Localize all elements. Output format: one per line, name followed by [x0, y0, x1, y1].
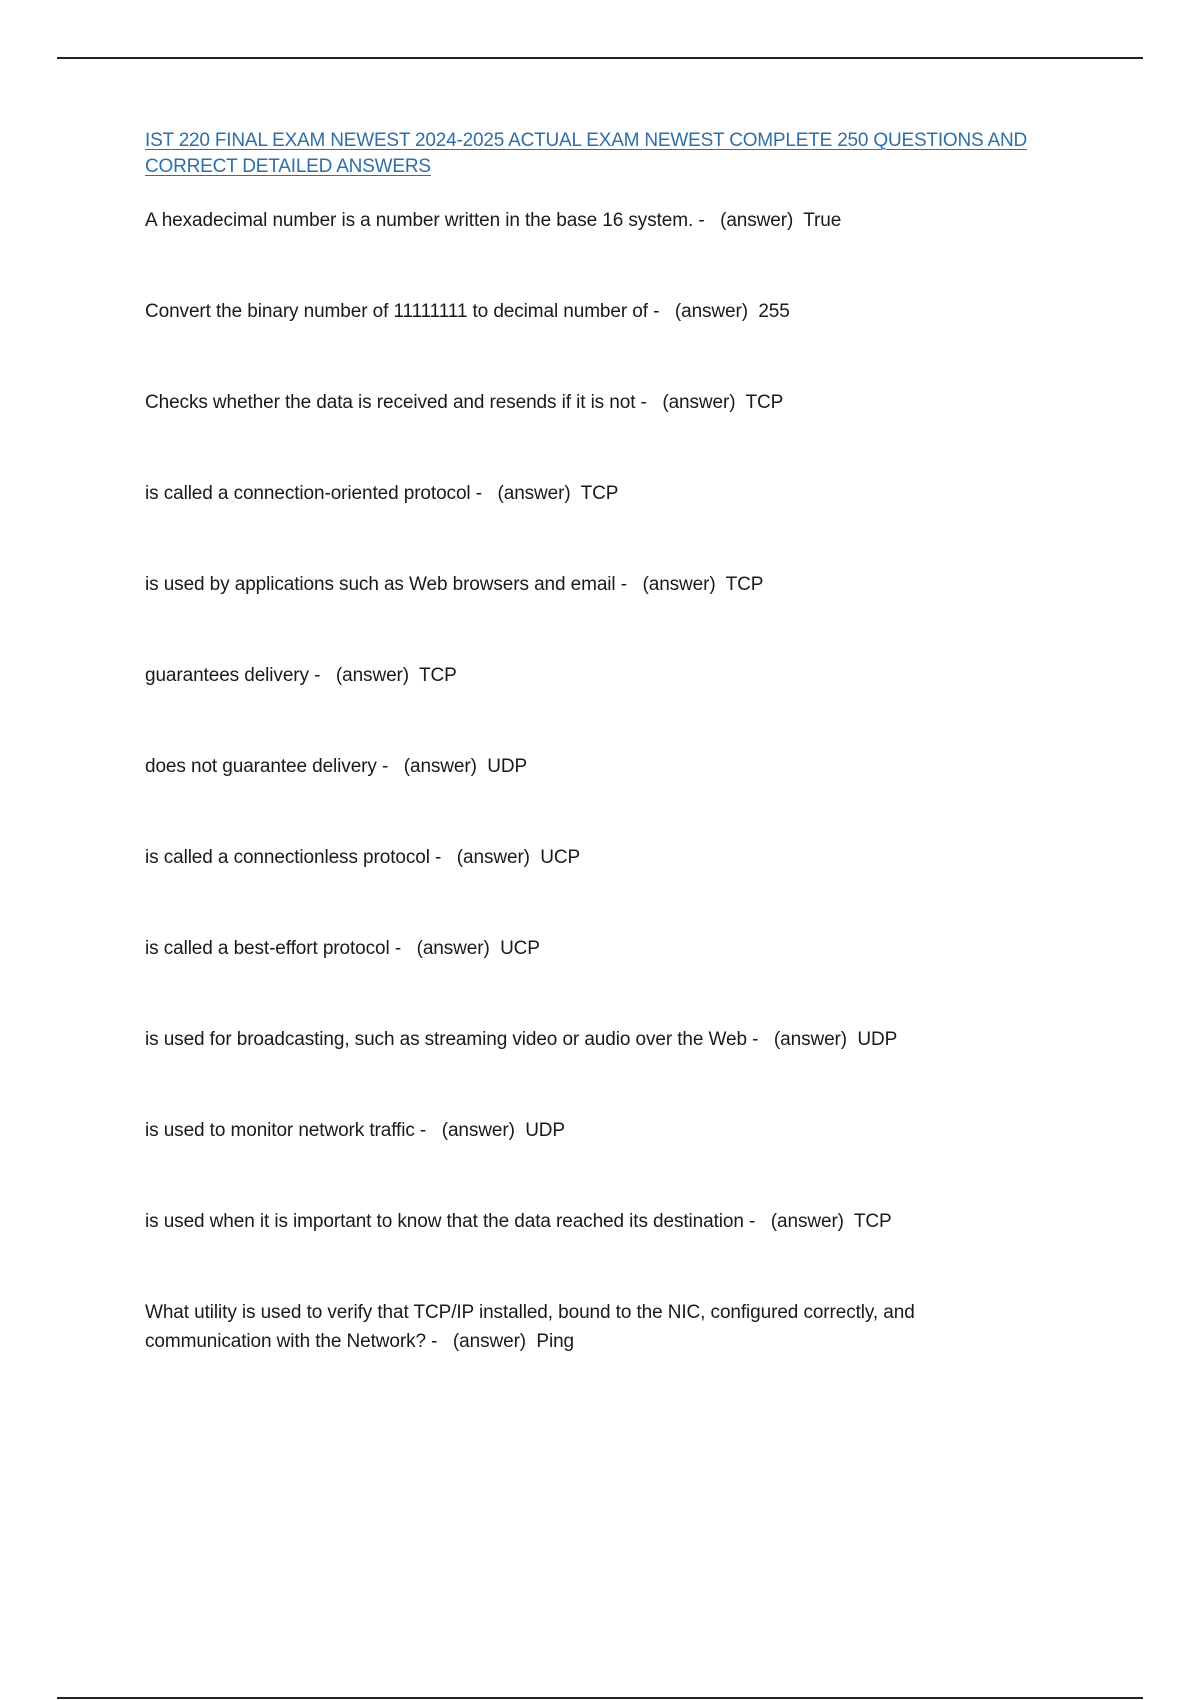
- qa-item: [145, 843, 1045, 934]
- answer-marker: (answer): [403, 756, 477, 777]
- answer-marker: (answer): [335, 665, 409, 686]
- answer-marker: (answer): [642, 574, 716, 595]
- bottom-rule: [57, 1697, 1143, 1699]
- answer-text: TCP: [745, 392, 784, 413]
- question-text: is used to monitor network traffic -: [145, 1120, 427, 1141]
- answer-marker: (answer): [773, 1029, 848, 1050]
- answer-text: TCP: [580, 483, 619, 504]
- answer-marker: (answer): [662, 392, 736, 413]
- question-text: What utility is used to verify that TCP/IP installed, bound to the NIC, configured correctly, and communication with the Network? -: [145, 1302, 915, 1352]
- question-text: does not guarantee delivery -: [145, 756, 389, 777]
- qa-item: [145, 1116, 1045, 1207]
- answer-marker: (answer): [720, 210, 794, 231]
- answer-text: Ping: [536, 1331, 575, 1352]
- qa-item: [145, 1207, 1045, 1298]
- qa-item: [145, 297, 1045, 388]
- top-rule: [57, 57, 1143, 59]
- answer-marker: (answer): [770, 1211, 844, 1232]
- answer-marker: (answer): [497, 483, 571, 504]
- question-text: guarantees delivery -: [145, 665, 321, 686]
- qa-item: [145, 570, 1045, 661]
- question-text: is called a connectionless protocol -: [145, 847, 442, 868]
- document-title-link[interactable]: IST 220 FINAL EXAM NEWEST 2024-2025 ACTUAL EXAM NEWEST COMPLETE 250 QUESTIONS AND CORRECT DETAILED ANSWERS: [145, 130, 1028, 177]
- qa-item: [145, 752, 1045, 843]
- answer-text: UDP: [487, 756, 528, 777]
- qa-item: [145, 479, 1045, 570]
- question-text: is used for broadcasting, such as streaming video or audio over the Web -: [145, 1029, 759, 1050]
- answer-text: UDP: [857, 1029, 898, 1050]
- answer-text: UCP: [540, 847, 581, 868]
- answer-text: TCP: [853, 1211, 892, 1232]
- qa-item: [145, 661, 1045, 752]
- question-text: is called a best-effort protocol -: [145, 938, 402, 959]
- answer-marker: (answer): [674, 301, 748, 322]
- answer-text: TCP: [419, 665, 457, 686]
- question-text: is used by applications such as Web browsers and email -: [145, 574, 627, 595]
- question-text: Checks whether the data is received and resends if it is not -: [145, 392, 647, 413]
- answer-marker: (answer): [452, 1331, 527, 1352]
- answer-marker: (answer): [441, 1120, 515, 1141]
- qa-item: [145, 1298, 1045, 1356]
- question-text: is used when it is important to know that the data reached its destination -: [145, 1211, 756, 1232]
- question-text: is called a connection-oriented protocol -: [145, 483, 482, 504]
- qa-item: [145, 1025, 1045, 1116]
- document-body: [145, 128, 1045, 1356]
- qa-item: [145, 934, 1045, 1025]
- qa-list: [145, 206, 1045, 1356]
- answer-marker: (answer): [456, 847, 530, 868]
- answer-marker: (answer): [416, 938, 490, 959]
- question-text: A hexadecimal number is a number written in the base 16 system. -: [145, 210, 705, 231]
- qa-item: [145, 206, 1045, 297]
- answer-text: True: [803, 210, 842, 231]
- qa-item: [145, 388, 1045, 479]
- answer-text: UDP: [525, 1120, 566, 1141]
- answer-text: 255: [758, 301, 790, 322]
- question-text: Convert the binary number of 11111111 to decimal number of -: [145, 301, 660, 322]
- answer-text: UCP: [500, 938, 540, 959]
- answer-text: TCP: [725, 574, 764, 595]
